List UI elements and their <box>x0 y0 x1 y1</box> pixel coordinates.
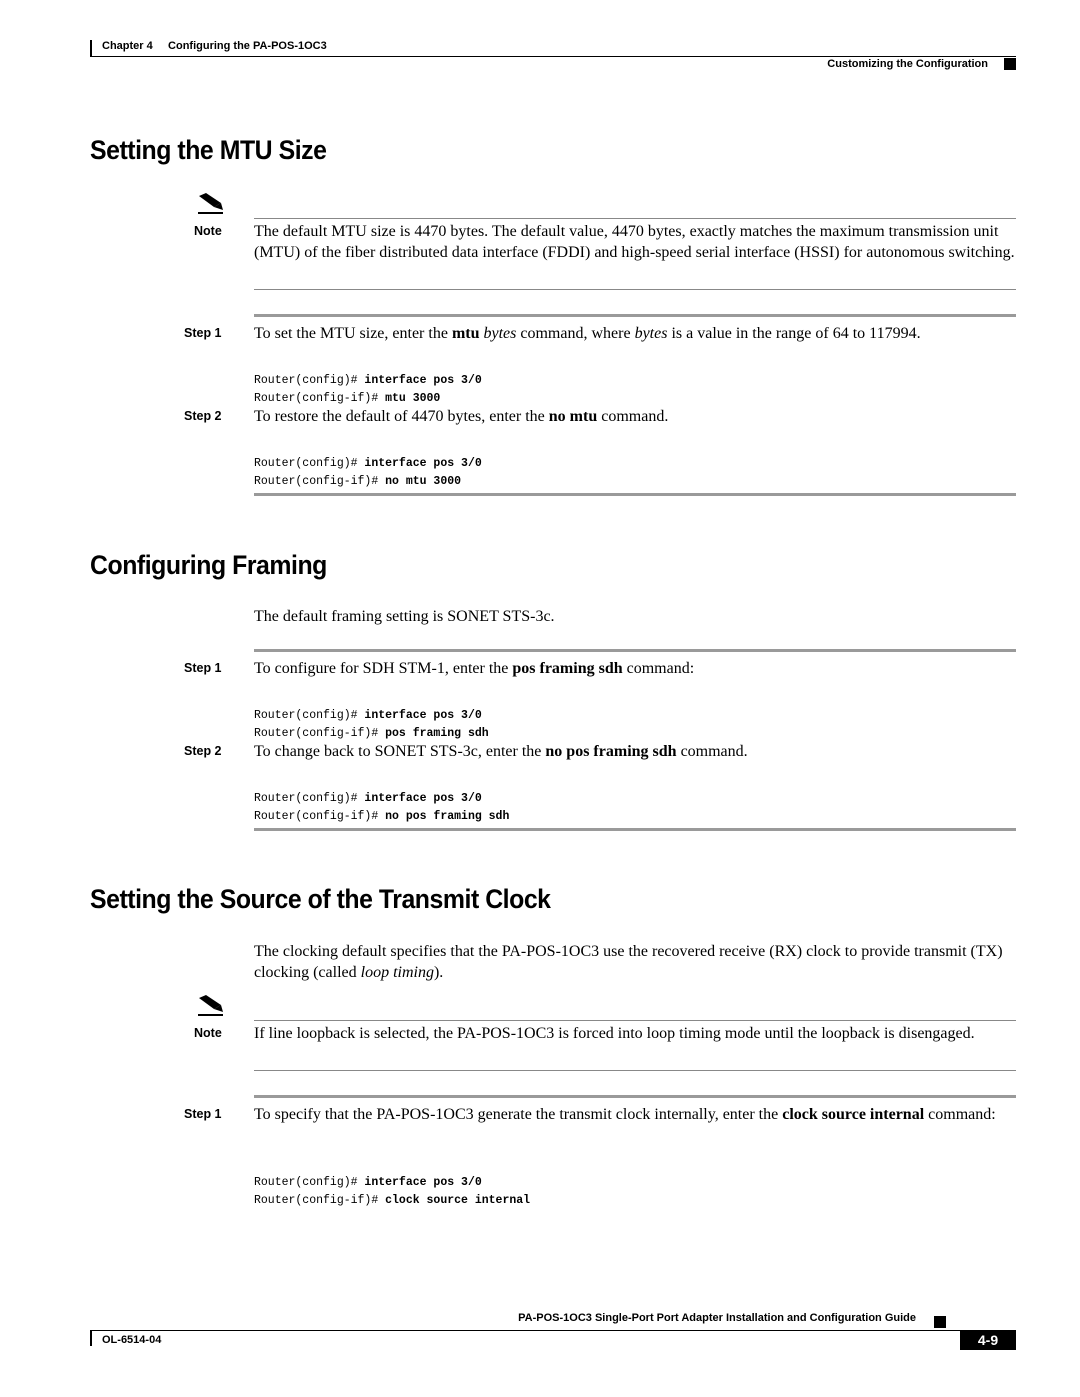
footer-doc-number: OL-6514-04 <box>102 1334 162 1346</box>
step-text: To set the MTU size, enter the mtu bytes command, where bytes is a value in the range of 64 to 117994. <box>254 325 921 342</box>
footer-guide-title: PA-POS-1OC3 Single-Port Port Adapter Installation and Configuration Guide <box>518 1312 916 1324</box>
step-label: Step 2 <box>184 744 222 758</box>
step-label: Step 1 <box>184 1107 222 1121</box>
footer-left-bar <box>90 1330 92 1346</box>
steps-rule-top <box>254 1095 1016 1098</box>
page-number-box <box>960 1331 1016 1350</box>
intro-text: The clocking default specifies that the PA-POS-1OC3 use the recovered receive (RX) clock to provide transmit (TX) clocking (called loop timing). <box>254 943 1003 981</box>
note-label: Note <box>194 1026 222 1040</box>
step-text: To change back to SONET STS-3c, enter the no pos framing sdh command. <box>254 743 748 760</box>
code-block: Router(config)# interface pos 3/0 Router(config-if)# no pos framing sdh <box>254 792 510 823</box>
note-pencil-icon <box>196 995 226 1017</box>
code-block: Router(config)# interface pos 3/0 Router(config-if)# pos framing sdh <box>254 709 489 740</box>
chapter-number: Chapter 4 <box>102 40 153 52</box>
header-left-bar <box>90 40 92 56</box>
step-text: To specify that the PA-POS-1OC3 generate the transmit clock internally, enter the clock source internal command: <box>254 1106 996 1123</box>
step-text: To restore the default of 4470 bytes, enter the no mtu command. <box>254 408 669 425</box>
code-block: Router(config)# interface pos 3/0 Router(config-if)# clock source internal <box>254 1176 531 1207</box>
note-rule-bottom <box>254 1070 1016 1071</box>
steps-rule-bottom <box>254 493 1016 496</box>
code-block: Router(config)# interface pos 3/0 Router(config-if)# mtu 3000 <box>254 374 482 405</box>
page-number: 4-9 <box>977 1332 999 1348</box>
header-rule <box>90 56 1016 57</box>
step-label: Step 1 <box>184 326 222 340</box>
footer-square <box>934 1316 946 1328</box>
footer-rule <box>90 1330 1016 1331</box>
steps-rule-bottom <box>254 828 1016 831</box>
step-label: Step 1 <box>184 661 222 675</box>
note-rule-top <box>254 1020 1016 1021</box>
note-rule-top <box>254 218 1016 219</box>
steps-rule-top <box>254 649 1016 652</box>
note-text: The default MTU size is 4470 bytes. The default value, 4470 bytes, exactly matches the maximum transmission unit (MTU) of the fiber distributed data interface (FDDI) and high-speed serial interface (HSSI) for autonomous switching. <box>254 223 1015 261</box>
note-pencil-icon <box>196 193 226 215</box>
section-title-framing: Configuring Framing <box>90 550 327 580</box>
code-block: Router(config)# interface pos 3/0 Router(config-if)# no mtu 3000 <box>254 457 482 488</box>
step-text: To configure for SDH STM-1, enter the pos framing sdh command: <box>254 660 695 677</box>
running-header-section: Customizing the Configuration <box>827 58 988 70</box>
steps-rule-top <box>254 314 1016 317</box>
running-header-chapter <box>102 40 327 52</box>
header-square <box>1004 58 1016 70</box>
note-text: If line loopback is selected, the PA-POS-1OC3 is forced into loop timing mode until the loopback is disengaged. <box>254 1025 975 1042</box>
section-title-clock: Setting the Source of the Transmit Clock <box>90 884 551 914</box>
intro-text: The default framing setting is SONET STS-3c. <box>254 608 555 625</box>
section-title-mtu: Setting the MTU Size <box>90 135 327 165</box>
step-label: Step 2 <box>184 409 222 423</box>
chapter-title: Configuring the PA-POS-1OC3 <box>168 40 327 52</box>
note-label: Note <box>194 224 222 238</box>
note-rule-bottom <box>254 289 1016 290</box>
